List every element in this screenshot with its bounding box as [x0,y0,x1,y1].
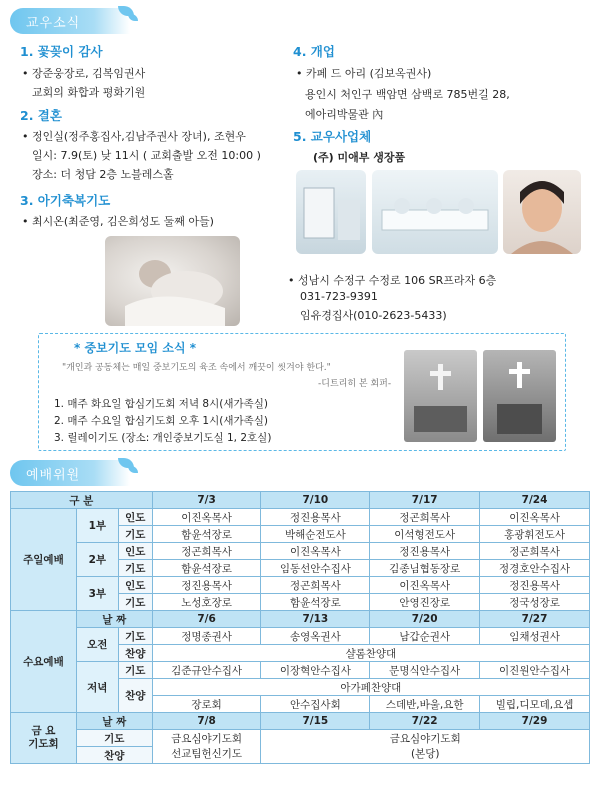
prayer-quote-source: -디트리히 본 회퍼- [318,379,392,389]
role-cell: 인도 [118,543,152,560]
business-phone: 031-723-9391 [300,290,378,303]
schedule-cell: 아가페찬양대 [152,679,589,696]
clinic-photo [372,170,498,254]
role-cell: 기도 [118,526,152,543]
news-line: • 최시온(최준영, 김은희성도 둘째 아들) [22,215,214,228]
prayer-quote: "개인과 공동체는 매일 중보기도의 육조 속에서 깨끗이 씻겨야 한다." [62,363,331,373]
sunday-label: 주일예배 [11,509,77,611]
schedule-cell: 정곤희목사 [370,509,480,526]
clinic-interior-icon [372,170,498,254]
shop-interior-icon [296,170,366,254]
portrait-icon [503,170,581,254]
table-row [11,713,590,730]
service-group: 3부 [76,577,118,611]
schedule-cell: 정국성장로 [480,594,590,611]
schedule-cell: 노성호장로 [152,594,261,611]
news-line: 용인시 처인구 백암면 삼백로 785번길 28, [305,88,510,101]
owner-photo [503,170,581,254]
role-cell: 찬양 [76,747,152,764]
schedule-cell: 이진옥목사 [152,509,261,526]
schedule-tab-label: 예배위원 [26,468,81,483]
role-cell: 기도 [118,594,152,611]
prayer-item: 1. 매주 화요일 합심기도회 저녁 8시(새가족실) [54,398,269,410]
news-line: • 정인실(정주홍집사,김남주권사 장녀), 조현우 [22,130,246,143]
prayer-item: 2. 매주 수요일 합심기도회 오후 1시(새가족실) [54,415,269,427]
schedule-date: 7/15 [261,713,370,730]
schedule-date: 7/6 [152,611,261,628]
service-group: 2부 [76,543,118,577]
friday-label [11,713,77,764]
schedule-date: 7/29 [480,713,590,730]
role-cell: 기도 [118,560,152,577]
baby-photo [105,236,240,326]
news-heading-4: 4. 개업 [293,44,335,59]
schedule-date: 7/20 [370,611,480,628]
schedule-cell: 남갑순권사 [370,628,480,645]
schedule-cell: 문명식안수집사 [370,662,480,679]
schedule-cell: 이석형전도사 [370,526,480,543]
schedule-cell: 정곤희목사 [480,543,590,560]
table-row [11,628,590,645]
schedule-cell: 임채성권사 [480,628,590,645]
prayer-item: 3. 릴레이기도 (장소: 개인중보기도실 1, 2호실) [54,432,272,444]
schedule-cell: 정진용목사 [261,509,370,526]
schedule-date: 7/27 [480,611,590,628]
prayer-notice-title-text: 중보기도 모임 소식 [84,341,186,355]
news-tab-label: 교우소식 [26,16,81,31]
worship-schedule-table [10,491,590,764]
news-heading-2: 2. 결혼 [20,108,62,123]
news-line: • 카페 드 아리 (김보옥권사) [296,67,432,80]
business-name: (주) 미애부 생장품 [313,151,406,164]
header-date: 7/3 [152,492,261,509]
table-row [11,577,590,594]
schedule-cell: 안수집사회 [261,696,370,713]
news-section-tab [10,8,130,34]
schedule-cell: 임동선안수집사 [261,560,370,577]
business-address: • 성남시 수정구 수정로 106 SR프라자 6층 [288,274,497,287]
role-cell: 찬양 [118,679,152,713]
news-heading-3: 3. 아기축복기도 [20,193,111,208]
business-contact: 임유경집사(010-2623-5433) [300,309,447,322]
table-row [11,662,590,679]
schedule-cell: 정진용목사 [152,577,261,594]
friday-label-line: 금 요 [31,725,56,737]
header-label: 구 분 [11,492,153,509]
star-icon: * [74,341,81,355]
schedule-cell: 정진용목사 [370,543,480,560]
prayer-room-photo [404,350,477,442]
role-cell: 기도 [76,730,152,747]
schedule-cell: 김준규안수집사 [152,662,261,679]
news-heading-5: 5. 교우사업체 [293,129,372,144]
friday-cell-line: 금요심야기도회 [389,732,461,745]
news-heading-1: 1. 꽃꽂이 감사 [20,44,103,59]
table-row [11,509,590,526]
table-header-row [11,492,590,509]
schedule-cell: 정곤희목사 [261,577,370,594]
schedule-section-tab [10,460,130,486]
schedule-cell: 홍광휘전도사 [480,526,590,543]
schedule-cell [152,730,261,764]
table-row [11,730,590,747]
role-cell: 찬양 [118,645,152,662]
table-row [11,543,590,560]
schedule-date: 7/22 [370,713,480,730]
news-line: 에아리박물관 內 [305,108,384,121]
schedule-cell: 이진원안수집사 [480,662,590,679]
schedule-cell: 이장혁안수집사 [261,662,370,679]
schedule-cell: 함윤석장로 [152,560,261,577]
friday-cell-line: 금요심야기도회 [171,732,243,745]
header-date: 7/10 [261,492,370,509]
schedule-cell: 이진옥목사 [370,577,480,594]
service-group: 1부 [76,509,118,543]
header-date: 7/24 [480,492,590,509]
schedule-cell: 정진용목사 [480,577,590,594]
news-line: 일시: 7.9(토) 낮 11시 ( 교회출발 오전 10:00 ) [32,149,261,162]
schedule-cell: 안영진장로 [370,594,480,611]
schedule-cell: 박해순전도사 [261,526,370,543]
schedule-date: 7/13 [261,611,370,628]
star-icon: * [189,341,197,355]
schedule-cell: 이진옥목사 [480,509,590,526]
cross-icon [483,350,556,442]
schedule-cell: 장로회 [152,696,261,713]
service-group: 오전 [76,628,118,662]
date-label: 날 짜 [76,713,152,730]
friday-cell-line: 선교팀헌신기도 [171,747,243,760]
cross-icon [404,350,477,442]
schedule-cell: 이진옥목사 [261,543,370,560]
schedule-cell [261,730,590,764]
shop-photo [296,170,366,254]
news-line: 장소: 더 청담 2층 노블레스홀 [32,168,174,181]
role-cell: 기도 [118,662,152,679]
schedule-cell: 함윤석장로 [261,594,370,611]
schedule-cell: 스데반,바울,요한 [370,696,480,713]
schedule-date: 7/8 [152,713,261,730]
prayer-chapel-photo [483,350,556,442]
baby-icon [105,236,240,326]
schedule-cell: 함윤석장로 [152,526,261,543]
date-label: 날 짜 [76,611,152,628]
wednesday-label: 수요예배 [11,611,77,713]
prayer-notice-title [74,339,196,356]
schedule-cell: 송영옥권사 [261,628,370,645]
service-group: 저녁 [76,662,118,713]
schedule-cell: 샬롬찬양대 [152,645,589,662]
friday-label-line: 기도회 [28,738,59,750]
role-cell: 기도 [118,628,152,645]
friday-cell-line: (본당) [410,747,440,760]
schedule-cell: 빌립,디모데,요셉 [480,696,590,713]
role-cell: 인도 [118,577,152,594]
news-line: • 장준웅장로, 김복임권사 [22,67,146,80]
schedule-cell: 정곤희목사 [152,543,261,560]
table-row [11,611,590,628]
schedule-cell: 정경호안수집사 [480,560,590,577]
schedule-cell: 정명종권사 [152,628,261,645]
news-line: 교회의 화합과 평화기원 [32,86,146,99]
schedule-cell: 김종님협동장로 [370,560,480,577]
role-cell: 인도 [118,509,152,526]
header-date: 7/17 [370,492,480,509]
